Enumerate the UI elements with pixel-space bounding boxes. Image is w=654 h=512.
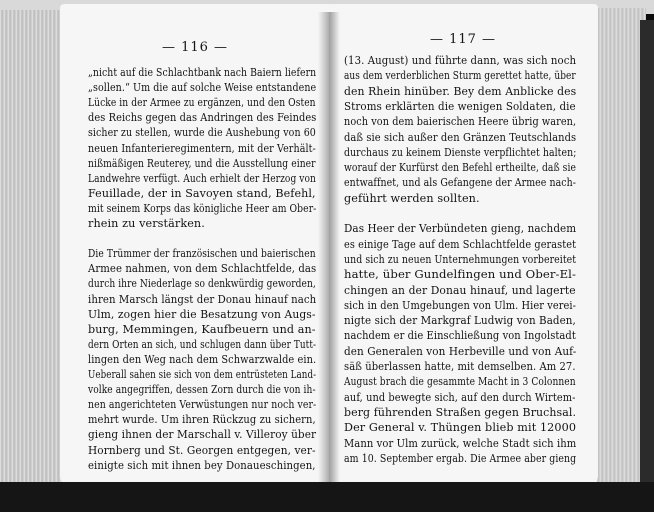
right-book-cover [640, 20, 654, 490]
left_page-line: Armee nahmen, von dem Schlachtfelde, das [88, 262, 317, 276]
book-gutter [318, 12, 340, 482]
left_page-line: dern Orten an sich, und schlugen dann über Tutt- [88, 337, 317, 351]
left_page-line: sicher zu stellen, wurde die Aushebung von 60 [88, 126, 316, 140]
right_page-line: durchaus zu keinem Dienste verpflichtet halten; [344, 145, 577, 159]
left_page-line: nen angerichteten Verwüstungen nur noch ver- [88, 398, 317, 412]
right-page [328, 4, 598, 486]
right_page-line: Der General v. Thüngen blieb mit 12000 [344, 421, 577, 435]
right_page-line: den Generalen von Herbeville und von Auf- [344, 344, 577, 358]
right_page-line: säß überlassen hatte, mit demselben. Am 27. [344, 360, 576, 373]
left_page-line: Feuillade, der in Savoyen stand, Befehl, [88, 186, 316, 200]
right-page-edges [596, 8, 646, 482]
right_page-line: aus dem verderblichen Sturm gerettet hatte, über [344, 69, 576, 83]
left_page-line: mit seinem Korps das königliche Heer am Ober- [88, 201, 317, 215]
left_page-line: rhein zu verstärken. [88, 217, 205, 230]
left_page-line: „sollen.“ Um die auf solche Weise entstandene [88, 81, 317, 95]
right_page-line: noch von dem baierischen Heere übrig waren, [344, 115, 577, 129]
left_page-line: „nicht auf die Schlachtbank nach Baiern liefern [88, 66, 317, 79]
right_page-line: worauf der Kurfürst den Befehl ertheilte, daß sie [344, 161, 577, 175]
left_page-line: burg, Memmingen, Kaufbeuern und an- [88, 322, 316, 336]
left_page-line: Landwehre verfügt. Auch erhielt der Herzog von [88, 171, 316, 185]
right_page-line: und sich zu neuen Unternehmungen vorbereitet [344, 252, 577, 266]
left_page-line: volke angegriffen, dessen Zorn durch die von ih- [88, 383, 316, 397]
right_page-line: nachdem er die Einschließung von Ingolstadt [344, 329, 576, 343]
right_page-line: den Rhein hinüber. Bey dem Anblicke des [344, 84, 577, 98]
right_page-line: berg führenden Straßen gegen Bruchsal. [344, 405, 577, 419]
left_page-line: nißmäßigen Reuterey, und die Ausstellung einer [88, 156, 316, 170]
left-page-number: — 116 — [161, 40, 229, 55]
left_page-line: neuen Infanterieregimentern, mit der Verhält- [88, 141, 316, 155]
right_page-line: (13. August) und führte dann, was sich noch [344, 54, 577, 67]
right_page-line: auf, und bewegte sich, auf den durch Wirtem- [344, 390, 576, 404]
right_page-line: hatte, über Gundelfingen und Ober-El- [344, 268, 577, 282]
left_page-line: gieng ihnen der Marschall v. Villeroy über [88, 428, 317, 442]
left-page [60, 4, 330, 486]
left-page-edges [0, 10, 62, 488]
right_page-line: Mann vor Ulm zurück, welche Stadt sich ihm [344, 436, 577, 450]
left_page-line: einigte sich mit ihnen bey Donaueschingen, [88, 458, 316, 472]
right-page-number: — 117 — [429, 32, 497, 47]
right_page-line: geführt werden sollten. [344, 191, 480, 205]
right_page-line: August brach die gesammte Macht in 3 Colonnen [344, 375, 576, 389]
left_page-line: ihren Marsch längst der Donau hinauf nach [88, 292, 317, 306]
left_page-line: Die Trümmer der französischen und baierischen [88, 247, 316, 261]
right_page-line: am 10. September ergab. Die Armee aber gieng [344, 451, 577, 465]
left_page-line: durch ihre Niederlage so denkwürdig geworden, [88, 277, 316, 291]
left_page-line: Lücke in der Armee zu ergänzen, und den Osten [88, 96, 316, 110]
right_page-line: es einige Tage auf dem Schlachtfelde gerastet [344, 237, 577, 251]
right_page-line: daß sie sich außer den Gränzen Teutschlands [344, 130, 577, 144]
right_page-line: chingen an der Donau hinauf, und lagerte [344, 283, 576, 297]
left_page-line: Ulm, zogen hier die Besatzung von Augs- [88, 307, 316, 321]
right_page-line: entwaffnet, und als Gefangene der Armee nach- [344, 176, 576, 190]
scan-bottom-border [0, 482, 654, 512]
left_page-line: mehrt wurde. Um ihren Rückzug zu sichern, [88, 413, 316, 427]
right_page-line: Stroms erklärten die wenigen Soldaten, die [344, 99, 576, 113]
right_page-line: Das Heer der Verbündeten gieng, nachdem [344, 222, 577, 236]
left_page-line: lingen den Weg nach dem Schwarzwalde ein. [88, 352, 317, 366]
left_page-line: Hornberg und St. Georgen entgegen, ver- [88, 443, 316, 457]
left_page-line: des Reichs gegen das Andringen des Feindes [88, 111, 317, 125]
right_page-line: nigte sich der Markgraf Ludwig von Baden, [344, 314, 576, 328]
left_page-line: Ueberall sahen sie sich von dem entrüsteten Land- [88, 368, 317, 381]
right_page-line: sich in den Umgebungen von Ulm. Hier verei- [344, 298, 576, 312]
